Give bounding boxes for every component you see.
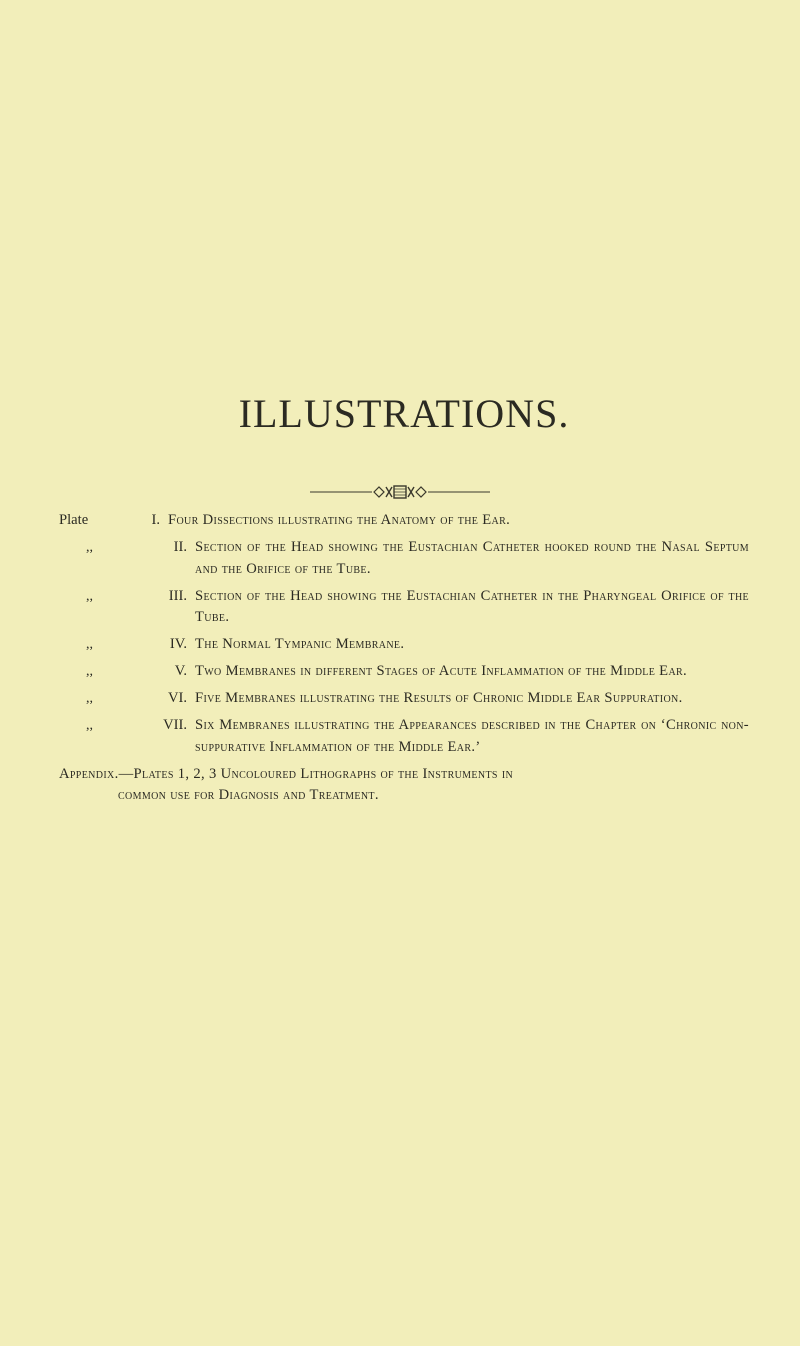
appendix-entry: [59, 764, 749, 807]
list-item: [59, 537, 749, 580]
plate-number: III.: [168, 587, 187, 604]
plate-description: Section of the Head showing the Eustachian Catheter in the Pharyngeal Orifice of the Tube.: [195, 587, 749, 626]
ditto-mark: ,,: [86, 637, 93, 653]
list-item: [59, 688, 749, 710]
plate-description: Six Membranes illustrating the Appearances described in the Chapter on ‘Chronic non-suppurative Inflammation of the Middle Ear.’: [195, 717, 749, 755]
decorative-rule-ornament-icon: [300, 480, 500, 504]
ditto-mark: ,,: [86, 539, 93, 555]
list-item: [59, 634, 749, 656]
plate-number: I.: [151, 512, 160, 528]
plate-number: IV.: [169, 636, 187, 653]
ditto-mark: ,,: [86, 664, 93, 680]
illustrations-list: [59, 510, 749, 807]
plate-description: Four Dissections illustrating the Anatomy of the Ear.: [168, 512, 511, 528]
appendix-label: Appendix.: [59, 765, 119, 782]
appendix-text-line1: —Plates 1, 2, 3 Uncoloured Lithographs of the Instruments in: [118, 765, 514, 782]
plate-label: Plate: [59, 512, 89, 528]
list-item: [59, 661, 749, 683]
plate-description: The Normal Tympanic Membrane.: [195, 636, 405, 653]
plate-description: Five Membranes illustrating the Results of Chronic Middle Ear Suppuration.: [195, 690, 683, 707]
list-item: [59, 715, 749, 758]
plate-number: V.: [174, 663, 187, 680]
ditto-mark: ,,: [86, 691, 93, 707]
plate-number: VI.: [167, 690, 187, 707]
list-item: [59, 586, 749, 629]
plate-description: Two Membranes in different Stages of Acute Inflammation of the Middle Ear.: [195, 663, 688, 680]
page-title: ILLUSTRATIONS.: [238, 391, 570, 436]
plate-description: Section of the Head showing the Eustachian Catheter hooked round the Nasal Septum and the Orifice of the Tube.: [195, 538, 749, 577]
ditto-mark: ,,: [86, 718, 93, 734]
ditto-mark: ,,: [86, 588, 93, 604]
list-item: [59, 510, 749, 532]
plate-number: II.: [173, 538, 187, 555]
plate-number: VII.: [163, 717, 187, 734]
appendix-text-line2: common use for Diagnosis and Treatment.: [118, 787, 379, 804]
